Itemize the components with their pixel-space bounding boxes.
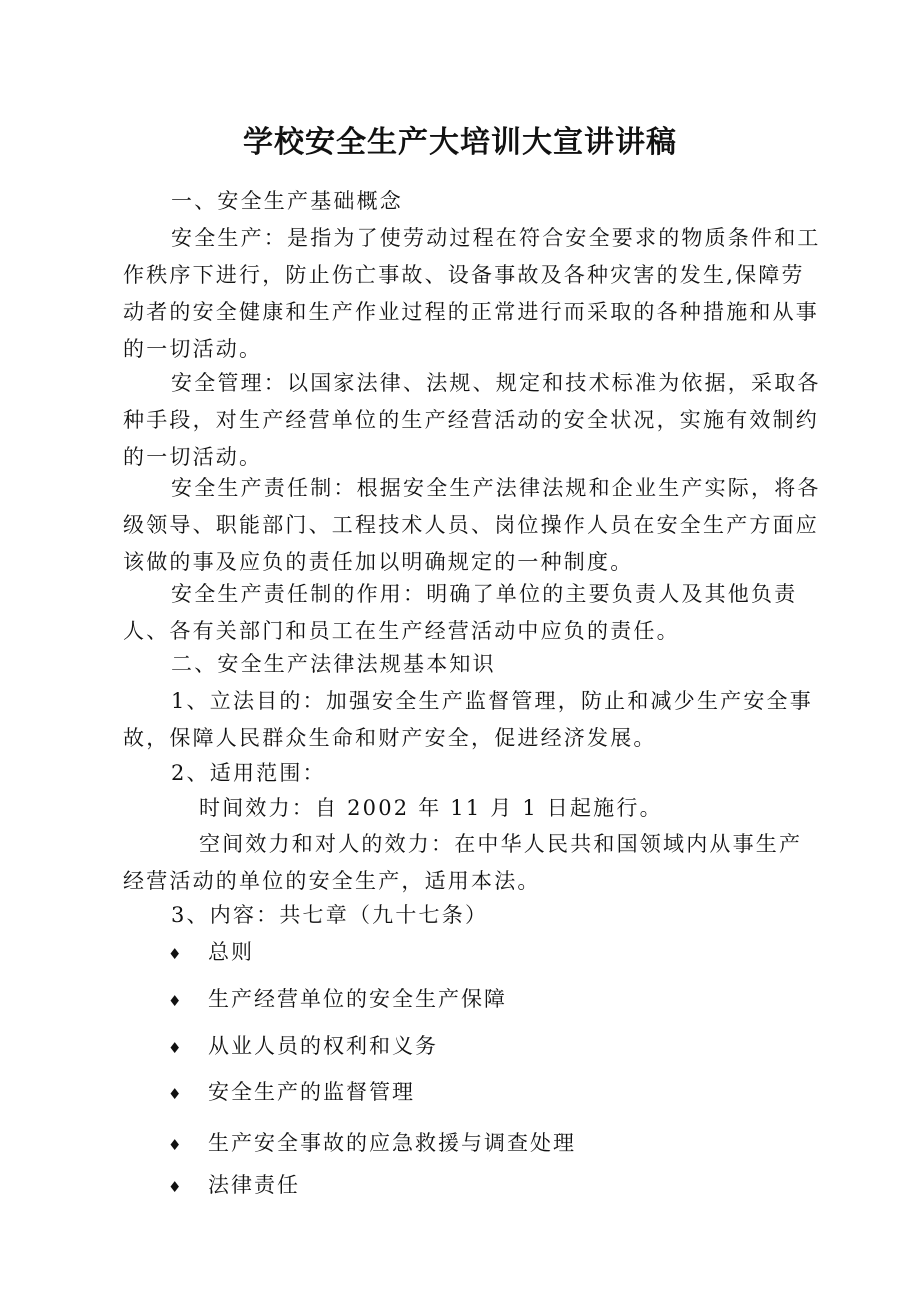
list-item-text: 法律责任 (208, 1173, 300, 1197)
list-item-text: 安全生产的监督管理 (208, 1080, 415, 1104)
section-heading-2: 二、安全生产法律法规基本知识 (171, 652, 496, 676)
list-item-text: 生产安全事故的应急救援与调查处理 (208, 1131, 576, 1155)
list-item-text: 总则 (208, 940, 254, 964)
paragraph-content-heading: 3、内容：共七章（九十七条） (171, 903, 489, 927)
list-item (168, 1170, 300, 1202)
paragraph-responsibility-system-definition: 安全生产责任制：根据安全生产法律法规和企业生产实际，将各级领导、职能部门、工程技术人员、岗位操作人员在安全生产方面应该做的事及应负的责任加以明确规定的一种制度。 (123, 476, 821, 574)
paragraph-time-effect: 时间效力：自 2002 年 11 月 1 日起施行。 (199, 796, 663, 820)
paragraph-safety-management-definition: 安全管理：以国家法律、法规、规定和技术标准为依据，采取各种手段，对生产经营单位的生产经营活动的安全状况，实施有效制约的一切活动。 (123, 371, 821, 469)
diamond-bullet-icon: ♦ (168, 992, 182, 1010)
list-item (168, 937, 254, 969)
list-item (168, 1077, 415, 1109)
diamond-bullet-icon: ♦ (168, 945, 182, 963)
paragraph-responsibility-system-role: 安全生产责任制的作用：明确了单位的主要负责人及其他负责人、各有关部门和员工在生产经营活动中应负的责任。 (123, 582, 798, 643)
list-item-text: 生产经营单位的安全生产保障 (208, 987, 507, 1011)
paragraph-safety-production-definition: 安全生产：是指为了使劳动过程在符合安全要求的物质条件和工作秩序下进行，防止伤亡事故、设备事故及各种灾害的发生,保障劳动者的安全健康和生产作业过程的正常进行而采取的各种措施和从事的一切活动。 (123, 226, 821, 361)
document-title: 学校安全生产大培训大宣讲讲稿 (243, 125, 677, 160)
section-heading-1: 一、安全生产基础概念 (171, 189, 403, 213)
diamond-bullet-icon: ♦ (168, 1136, 182, 1154)
list-item (168, 1031, 438, 1063)
list-item-text: 从业人员的权利和义务 (208, 1034, 438, 1058)
list-item (168, 1128, 576, 1160)
list-item (168, 984, 507, 1016)
paragraph-scope-heading: 2、适用范围： (171, 761, 326, 785)
diamond-bullet-icon: ♦ (168, 1178, 182, 1196)
diamond-bullet-icon: ♦ (168, 1039, 182, 1057)
paragraph-space-effect: 空间效力和对人的效力：在中华人民共和国领域内从事生产经营活动的单位的安全生产，适用本法。 (123, 832, 803, 893)
diamond-bullet-icon: ♦ (168, 1085, 182, 1103)
paragraph-legislative-purpose: 1、立法目的：加强安全生产监督管理，防止和减少生产安全事故，保障人民群众生命和财产安全，促进经济发展。 (123, 689, 813, 750)
